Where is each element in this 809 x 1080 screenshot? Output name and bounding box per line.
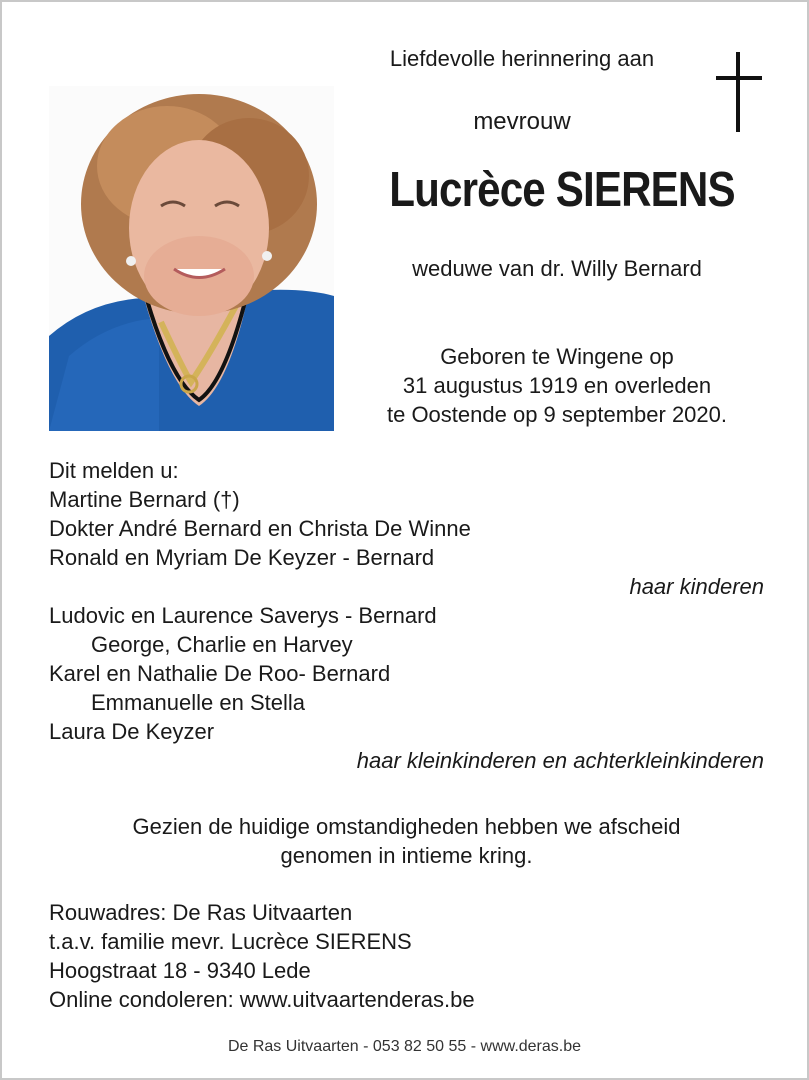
dates-line: te Oostende op 9 september 2020. bbox=[386, 402, 727, 427]
children-label: haar kinderen bbox=[629, 574, 764, 599]
dates-line: Geboren te Wingene op bbox=[440, 344, 674, 369]
list-item: Karel en Nathalie De Roo- Bernard bbox=[49, 661, 391, 686]
notice-line: Gezien de huidige omstandigheden hebben we afscheid bbox=[132, 814, 681, 839]
address-line: Rouwadres: De Ras Uitvaarten bbox=[49, 900, 353, 925]
list-item: Martine Bernard (†) bbox=[49, 487, 240, 512]
list-item: Ludovic en Laurence Saverys - Bernard bbox=[49, 603, 437, 628]
announcement-list bbox=[49, 456, 764, 775]
portrait-photo bbox=[49, 86, 334, 431]
widow-of-text: weduwe van dr. Willy Bernard bbox=[412, 256, 702, 281]
farewell-notice bbox=[49, 812, 764, 870]
deceased-name: Lucrèce SIERENS bbox=[389, 163, 735, 217]
title-prefix: mevrouw bbox=[473, 108, 571, 135]
condolence-link[interactable]: Online condoleren: www.uitvaartenderas.be bbox=[49, 987, 475, 1012]
dates-line: 31 augustus 1919 en overleden bbox=[402, 373, 712, 398]
list-item: George, Charlie en Harvey bbox=[91, 632, 353, 657]
address-line: Hoogstraat 18 - 9340 Lede bbox=[49, 958, 311, 983]
footer-contact: De Ras Uitvaarten - 053 82 50 55 - www.deras.be bbox=[227, 1038, 582, 1055]
address-line: t.a.v. familie mevr. Lucrèce SIERENS bbox=[49, 929, 412, 954]
list-item: Laura De Keyzer bbox=[49, 719, 215, 744]
latin-cross-icon bbox=[714, 52, 764, 134]
list-item: Dokter André Bernard en Christa De Winne bbox=[49, 516, 471, 541]
birth-death-dates bbox=[342, 342, 772, 429]
intro-text: Liefdevolle herinnering aan bbox=[389, 46, 655, 71]
list-item: Ronald en Myriam De Keyzer - Bernard bbox=[49, 545, 435, 570]
mourning-address bbox=[49, 898, 764, 1014]
grandchildren-label: haar kleinkinderen en achterkleinkinderen bbox=[356, 748, 764, 773]
notice-line: genomen in intieme kring. bbox=[280, 843, 533, 868]
list-item: Emmanuelle en Stella bbox=[91, 690, 306, 715]
announcement-intro: Dit melden u: bbox=[49, 458, 179, 483]
